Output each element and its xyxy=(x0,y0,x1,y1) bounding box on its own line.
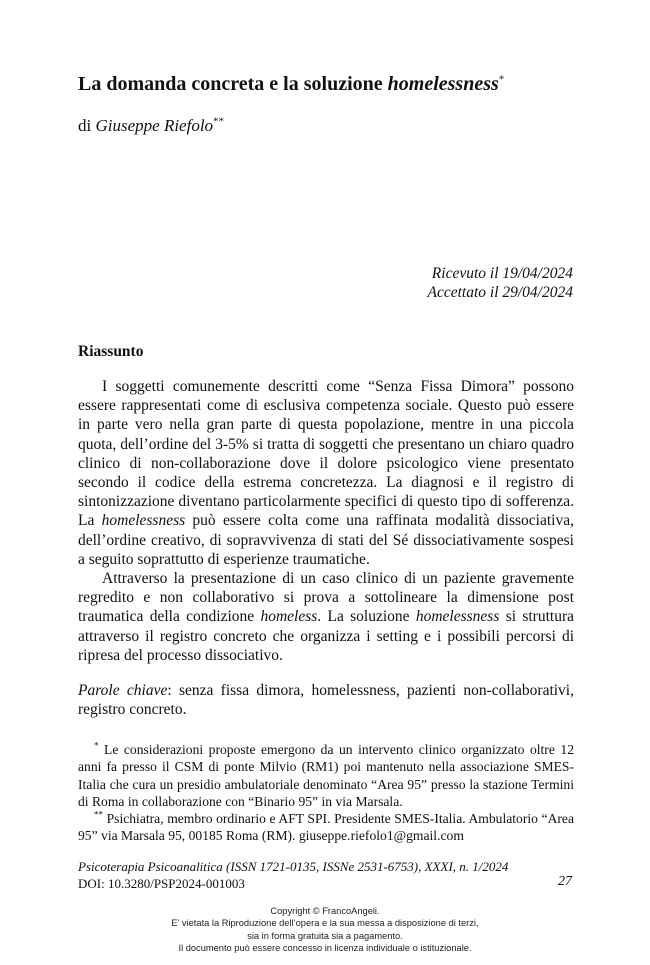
accepted-date: Accettato il 29/04/2024 xyxy=(427,284,573,301)
author-name: Giuseppe Riefolo xyxy=(95,116,214,135)
copyright-line-4: Il documento può essere concesso in licenza individuale o istituzionale. xyxy=(178,942,472,953)
footnote-1 xyxy=(78,741,574,810)
page-number: 27 xyxy=(558,874,572,889)
abstract-p2-text-a: Attraverso la presentazione di un caso clinico di un paziente gravemente regredito e non collaborativo si prova a sottolineare la dimensione post traumatica della condizione xyxy=(78,570,574,626)
abstract-paragraph-1 xyxy=(78,377,574,569)
title-footnote-marker: * xyxy=(498,73,505,86)
footnote-1-text: Le considerazioni proposte emergono da un intervento clinico organizzato oltre 12 anni fa presso il CSM di ponte Milvio (RM1) poi mantenuto nella associazione SMES-Italia che cura un presidio ambulatoriale denominato “Area 95” presso la stazione Termini di Roma in collaborazione con “Binario 95” in via Marsala. xyxy=(78,742,574,809)
abstract-p1-text-b: può essere colta come una raffinata modalità dissociativa, dell’ordine creativo, di sopravvivenza di stati del Sé dissociativamente sospesi a seguito soprattutto di esperienze traumatiche. xyxy=(78,512,574,568)
abstract-paragraph-2 xyxy=(78,569,574,665)
abstract-p2-italic-a: homeless xyxy=(260,608,318,626)
copyright-line-3: sia in forma gratuita sia a pagamento. xyxy=(247,930,403,941)
abstract-p2-italic-b: homelessness xyxy=(415,608,500,626)
title-text: La domanda concreta e la soluzione xyxy=(78,73,388,95)
article-title xyxy=(78,73,504,96)
footnote-2-marker: ** xyxy=(94,809,103,820)
abstract-p1-text-a: I soggetti comunemente descritti come “Senza Fissa Dimora” possono essere rappresentati come di esclusiva competenza sociale. Questo può essere in parte vero nella gran parte di questa popolazione, mentre in una piccola quota, dell’ordine del 3-5% si tratta di soggetti che presentano un chiaro quadro clinico di non-collaborazione dove il dolore psicologico viene presentato secondo il codice della estrema concretezza. La diagnosi e il registro di sintonizzazione diventano particolarmente specifici di questo tipo di sofferenza. La xyxy=(78,378,574,530)
author-line xyxy=(78,116,224,136)
footnotes xyxy=(78,741,574,845)
doi: DOI: 10.3280/PSP2024-001003 xyxy=(78,876,245,891)
copyright-notice xyxy=(0,905,650,954)
copyright-line-2: E’ vietata la Riproduzione dell’opera e la sua messa a disposizione di terzi, xyxy=(171,918,479,929)
received-date: Ricevuto il 19/04/2024 xyxy=(431,265,573,282)
title-italic-term: homelessness xyxy=(387,73,499,95)
keywords-text: : senza fissa dimora, homelessness, pazienti non-collaborativi, registro concreto. xyxy=(78,682,574,718)
footnote-1-marker: * xyxy=(94,740,99,751)
section-heading: Riassunto xyxy=(78,343,144,360)
journal-citation: Psicoterapia Psicoanalitica (ISSN 1721-0135, ISSNe 2531-6753), XXXI, n. 1/2024 xyxy=(78,859,509,874)
abstract-p2-text-c: si struttura attraverso il registro concreto che organizza i setting e i possibili percorsi di ripresa del processo dissociativo. xyxy=(78,608,575,664)
author-footnote-marker: ** xyxy=(213,115,225,128)
abstract-body xyxy=(78,377,574,665)
keywords-label: Parole chiave xyxy=(78,682,168,699)
footnote-2-text: Psichiatra, membro ordinario e AFT SPI. Presidente SMES-Italia. Ambulatorio “Area 95” via Marsala 95, 00185 Roma (RM). giuseppe.riefolo1@gmail.com xyxy=(78,811,574,844)
keywords xyxy=(78,681,574,719)
abstract-p1-italic: homelessness xyxy=(101,512,186,530)
author-prefix: di xyxy=(78,116,96,135)
copyright-line-1: Copyright © FrancoAngeli. xyxy=(270,906,380,916)
abstract-p2-text-b: . La soluzione xyxy=(317,608,416,626)
submission-dates xyxy=(427,264,573,302)
footnote-2 xyxy=(78,810,574,845)
